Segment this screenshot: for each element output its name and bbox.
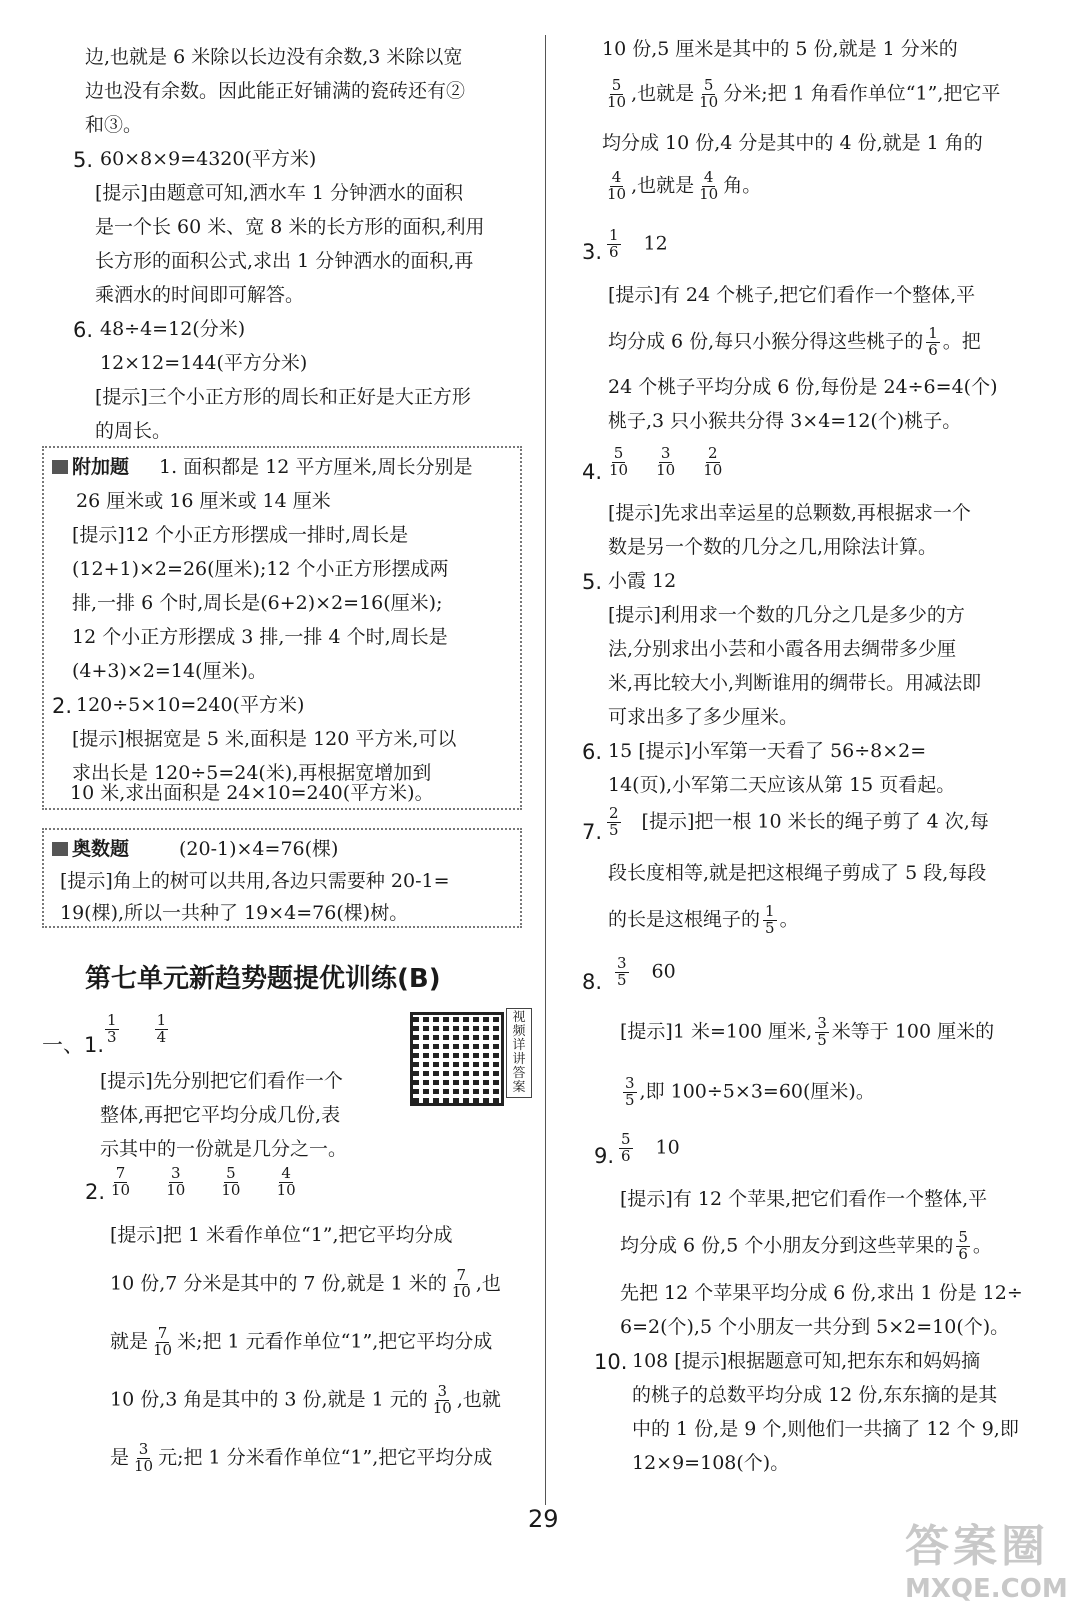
answer: 12×12=144(平方分米) <box>100 352 308 374</box>
question-number: 3. <box>582 240 603 264</box>
hint: [提示]三个小正方形的周长和正好是大正方形 <box>95 386 471 408</box>
hint: [提示]先分别把它们看作一个 <box>100 1070 343 1092</box>
fraction: $\frac{3}{10}$ <box>166 1164 186 1199</box>
answer: 120÷5×10=240(平方米) <box>76 694 305 716</box>
hint: 24 个桃子平均分成 6 份,每份是 24÷6=4(个) <box>608 376 998 398</box>
hint: 整体,再把它平均分成几份,表 <box>100 1104 341 1126</box>
hint-with-fraction: 10 份,3 角是其中的 3 份,就是 1 元的 $\frac{3}{10}$ ,也就 <box>110 1382 501 1417</box>
olympiad-tag <box>52 840 129 859</box>
question-number: 2. <box>52 694 73 718</box>
hint-with-fraction: 就是 $\frac{7}{10}$ 米;把 1 元看作单位“1”,把它平均分成 <box>110 1324 493 1359</box>
fraction: $\frac{1}{6}$ <box>928 324 938 359</box>
hint: 桃子,3 只小猴共分得 3×4=12(个)桃子。 <box>608 410 962 432</box>
hint: 中的 1 份,是 9 个,则他们一共摘了 12 个 9,即 <box>632 1418 1019 1440</box>
fraction: $\frac{5}{6}$ <box>621 1130 631 1165</box>
fraction: $\frac{4}{10}$ <box>699 168 719 203</box>
hint-with-fraction: 的长是这根绳子的 $\frac{1}{5}$ 。 <box>608 902 799 937</box>
fraction: $\frac{5}{10}$ <box>607 76 627 111</box>
hint: 排,一排 6 个时,周长是(6+2)×2=16(厘米); <box>72 592 443 614</box>
question-number: 2. <box>85 1180 106 1204</box>
page-number: 29 <box>528 1505 559 1533</box>
hint: [提示]先求出幸运星的总颗数,再根据求一个 <box>608 502 971 524</box>
hint: 段长度相等,就是把这根绳子剪成了 5 段,每段 <box>608 862 987 884</box>
fraction-answers <box>102 1013 171 1046</box>
hint: 乘洒水的时间即可解答。 <box>95 284 305 306</box>
hint-with-fraction: 均分成 6 份,每只小猴分得这些桃子的 $\frac{1}{6}$ 。把 <box>608 324 981 359</box>
fraction: $\frac{5}{10}$ <box>609 444 629 479</box>
hint: 是一个长 60 米、宽 8 米的长方形的面积,利用 <box>95 216 485 238</box>
book-icon <box>52 460 68 474</box>
hint: 法,分别求出小芸和小霞各用去绸带多少厘 <box>608 638 957 660</box>
hint: 长方形的面积公式,求出 1 分钟洒水的面积,再 <box>95 250 474 272</box>
watermark: 答案圈 MXQE.COM <box>905 1521 1068 1604</box>
book-icon <box>52 842 68 856</box>
hint: [提示]利用求一个数的几分之几是多少的方 <box>608 604 965 626</box>
answer <box>604 446 727 479</box>
fraction: $\frac{7}{10}$ <box>111 1164 131 1199</box>
answer-with-hint: $\frac{2}{5}$ [提示]把一根 10 米长的绳子剪了 4 次,每 <box>609 804 989 839</box>
fraction: $\frac{2}{5}$ <box>609 804 619 839</box>
question-number: 6. <box>73 318 94 342</box>
fraction: $\frac{1}{3}$ <box>107 1011 117 1046</box>
question-number: 5. <box>73 148 94 172</box>
question-number: 4. <box>582 460 603 484</box>
fraction-answers <box>106 1166 301 1199</box>
answer: 26 厘米或 16 厘米或 14 厘米 <box>76 490 331 512</box>
answer: 1. 面积都是 12 平方厘米,周长分别是 <box>159 456 473 478</box>
hint-with-fraction: 均分成 6 份,5 个小朋友分到这些苹果的 $\frac{5}{6}$ 。 <box>620 1228 992 1263</box>
hint-with-fraction: 10 份,7 分米是其中的 7 份,就是 1 米的 $\frac{7}{10}$ ,也 <box>110 1266 501 1301</box>
extra-tag <box>52 458 129 477</box>
text-line: 均分成 10 份,4 分是其中的 4 份,就是 1 角的 <box>602 132 983 154</box>
fraction: $\frac{7}{10}$ <box>451 1266 471 1301</box>
question-number: 5. <box>582 570 603 594</box>
hint: 的周长。 <box>95 420 172 442</box>
hint: 示其中的一份就是几分之一。 <box>100 1138 348 1160</box>
hint-with-fraction: 是 $\frac{3}{10}$ 元;把 1 分米看作单位“1”,把它平均分成 <box>110 1440 493 1475</box>
question-number: 9. <box>594 1144 615 1168</box>
fraction: $\frac{3}{10}$ <box>134 1440 154 1475</box>
hint: [提示]根据宽是 5 米,面积是 120 平方米,可以 <box>72 728 457 750</box>
fraction: $\frac{3}{5}$ <box>625 1074 635 1109</box>
fraction: $\frac{1}{5}$ <box>765 902 775 937</box>
answer: $\frac{3}{5}$ 60 <box>617 954 676 989</box>
section-title: 第七单元新趋势题提优训练(B) <box>85 964 441 994</box>
hint: 求出长是 120÷5=24(米),再根据宽增加到 <box>72 762 432 784</box>
hint-with-fraction: $\frac{3}{5}$ ,即 100÷5×3=60(厘米)。 <box>625 1074 875 1109</box>
fraction: $\frac{2}{10}$ <box>703 444 723 479</box>
question-number: 10. <box>594 1350 628 1374</box>
qr-label: 视频详讲答案 <box>506 1008 532 1098</box>
hint: 12 个小正方形摆成 3 排,一排 4 个时,周长是 <box>72 626 448 648</box>
extra-tag-label: 附加题 <box>72 456 130 478</box>
answer: 小霞 12 <box>608 570 677 592</box>
olympiad-box <box>42 828 522 928</box>
extra-questions-box <box>42 446 522 810</box>
answer: (20-1)×4=76(棵) <box>179 838 339 860</box>
hint: 数是另一个数的几分之几,用除法计算。 <box>608 536 938 558</box>
question-number: 一、1. <box>42 1033 105 1057</box>
fraction: $\frac{3}{10}$ <box>656 444 676 479</box>
hint: 19(棵),所以一共种了 19×4=76(棵)树。 <box>60 902 409 924</box>
answer: 15 [提示]小军第一天看了 56÷8×2= <box>608 740 927 762</box>
hint: [提示]由题意可知,洒水车 1 分钟洒水的面积 <box>95 182 464 204</box>
column-divider <box>545 35 546 1505</box>
hint: [提示]12 个小正方形摆成一排时,周长是 <box>72 524 409 546</box>
olympiad-tag-label: 奥数题 <box>72 838 130 860</box>
fraction: $\frac{7}{10}$ <box>153 1324 173 1359</box>
hint: (12+1)×2=26(厘米);12 个小正方形摆成两 <box>72 558 449 580</box>
question-number: 6. <box>582 740 603 764</box>
hint: 的桃子的总数平均分成 12 份,东东摘的是其 <box>632 1384 998 1406</box>
fraction: $\frac{5}{6}$ <box>958 1228 968 1263</box>
fraction: $\frac{1}{6}$ <box>609 226 619 261</box>
hint-with-fraction: [提示]1 米=100 厘米, $\frac{3}{5}$ 米等于 100 厘米的 <box>620 1014 995 1049</box>
answer: 60×8×9=4320(平方米) <box>100 148 317 170</box>
hint: 可求出多了多少厘米。 <box>608 706 799 728</box>
hint: 14(页),小军第二天应该从第 15 页看起。 <box>608 774 956 796</box>
text-with-fraction: $\frac{5}{10}$ ,也就是 $\frac{5}{10}$ 分米;把 1 角看作单位“1”,把它平 <box>607 76 1001 111</box>
answer: $\frac{1}{6}$ 12 <box>609 226 668 261</box>
fraction: $\frac{5}{10}$ <box>699 76 719 111</box>
text-with-fraction: $\frac{4}{10}$ ,也就是 $\frac{4}{10}$ 角。 <box>607 168 762 203</box>
answer: 48÷4=12(分米) <box>100 318 246 340</box>
fraction: $\frac{1}{4}$ <box>156 1011 167 1046</box>
fraction: $\frac{4}{10}$ <box>607 168 627 203</box>
hint: (4+3)×2=14(厘米)。 <box>72 660 267 682</box>
question-number: 7. <box>582 820 603 844</box>
text-line: 边,也就是 6 米除以长边没有余数,3 米除以宽 <box>85 46 463 68</box>
text-line: 和③。 <box>85 114 143 136</box>
fraction: $\frac{3}{10}$ <box>432 1382 452 1417</box>
hint: [提示]有 24 个桃子,把它们看作一个整体,平 <box>608 284 976 306</box>
hint: 10 米,求出面积是 24×10=240(平方米)。 <box>70 782 434 804</box>
text-line: 边也没有余数。因此能正好铺满的瓷砖还有② <box>85 80 466 102</box>
hint: 先把 12 个苹果平均分成 6 份,求出 1 份是 12÷ <box>620 1282 1023 1304</box>
hint: 6=2(个),5 个小朋友一共分到 5×2=10(个)。 <box>620 1316 1010 1338</box>
fraction: $\frac{3}{5}$ <box>817 1014 827 1049</box>
hint: 米,再比较大小,判断谁用的绸带长。用减法即 <box>608 672 982 694</box>
text-line: 10 份,5 厘米是其中的 5 份,就是 1 分米的 <box>602 38 958 60</box>
hint: 12×9=108(个)。 <box>632 1452 790 1474</box>
fraction: $\frac{5}{10}$ <box>221 1164 241 1199</box>
hint: [提示]有 12 个苹果,把它们看作一个整体,平 <box>620 1188 988 1210</box>
hint: [提示]角上的树可以共用,各边只需要种 20-1= <box>60 870 450 892</box>
answer: 108 [提示]根据题意可知,把东东和妈妈摘 <box>632 1350 981 1372</box>
hint: [提示]把 1 米看作单位“1”,把它平均分成 <box>110 1224 453 1246</box>
fraction: $\frac{4}{10}$ <box>276 1164 296 1199</box>
answer: $\frac{5}{6}$ 10 <box>621 1130 680 1165</box>
question-number: 8. <box>582 970 603 994</box>
fraction: $\frac{3}{5}$ <box>617 954 627 989</box>
qr-code-icon[interactable] <box>410 1012 504 1106</box>
